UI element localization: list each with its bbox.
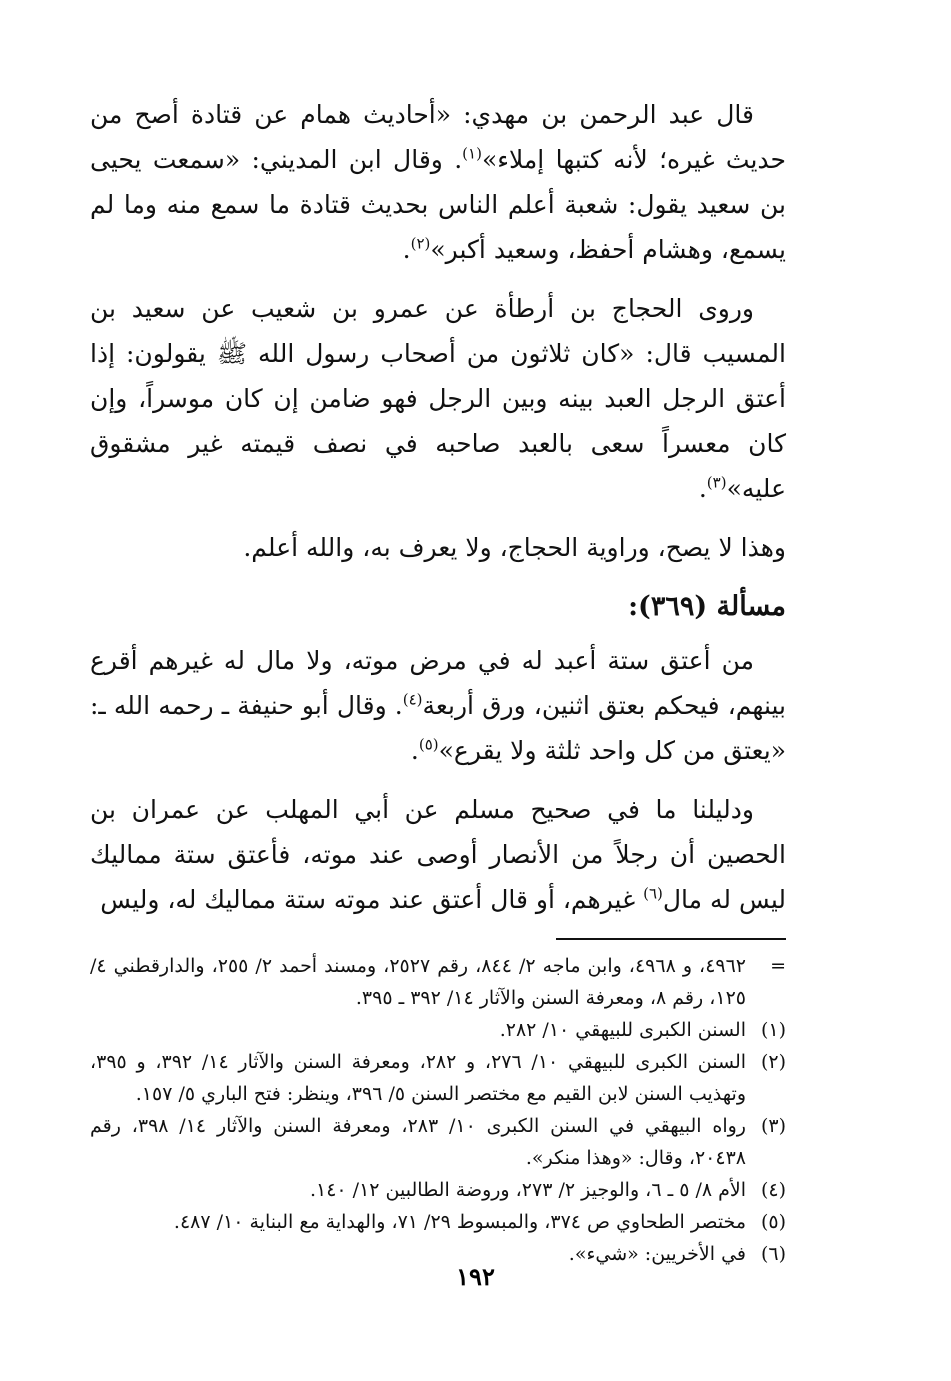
paragraph-text: قال عبد الرحمن بن مهدي: «أحاديث همام عن قتادة أصح من حديث غيره؛ لأنه كتبها إملاء» — [90, 100, 786, 174]
paragraph-text: وهذا لا يصح، وراوية الحجاج، ولا يعرف به، والله أعلم. — [243, 533, 786, 562]
footnotes — [90, 950, 786, 1270]
page-number: ١٩٢ — [456, 1262, 495, 1291]
footnote-number: = — [770, 955, 786, 977]
paragraph-text: . — [410, 736, 419, 765]
footnote-text: رواه البيهقي في السنن الكبرى ١٠/ ٢٨٣، ومعرفة السنن والآثار ١٤/ ٣٩٨، رقم ٢٠٤٣٨، وقال: «وهذا منكر». — [90, 1115, 746, 1169]
bottom-paragraphs — [90, 638, 786, 922]
paragraph-text: من أعتق ستة أعبد له في مرض موته، ولا مال له غيرهم أقرع بينهم، فيحكم بعتق اثنين، ورق أربعة — [90, 646, 786, 720]
top-paragraphs — [90, 92, 786, 570]
footnote — [90, 1174, 786, 1206]
paragraph — [90, 286, 786, 511]
footnote-text: مختصر الطحاوي ص ٣٧٤، والمبسوط ٢٩/ ٧١، والهداية مع البناية ١٠/ ٤٨٧. — [173, 1211, 746, 1233]
footnote — [90, 1206, 786, 1238]
paragraph-text: غيرهم، أو قال أعتق عند موته ستة مماليك له، وليس — [100, 885, 644, 914]
paragraph — [90, 638, 786, 773]
footnote-number: (٦) — [760, 1243, 786, 1265]
footnote-marker: (٢) — [410, 234, 431, 253]
paragraph-text: . وقال أبو حنيفة ـ رحمه الله ـ: «يعتق من كل واحد ثلثة ولا يقرع» — [90, 691, 786, 765]
paragraph — [90, 525, 786, 570]
footnote-marker: (٥) — [418, 735, 439, 754]
paragraph — [90, 787, 786, 922]
footnote-text: السنن الكبرى للبيهقي ١٠/ ٢٨٢. — [499, 1019, 746, 1041]
paragraph-text: . — [402, 235, 411, 264]
footnote-separator — [556, 938, 786, 940]
footnote — [90, 1014, 786, 1046]
paragraph-text: وروى الحجاج بن أرطأة عن عمرو بن شعيب عن سعيد بن المسيب قال: «كان ثلاثون من أصحاب رسول الله ﷺ يقولون: إذا أعتق الرجل العبد بينه وبين الرجل فهو ضامن إن كان موسراً، وإن كان معسراً سعى بالعبد صاحبه في نصف قيمته غير مشقوق عليه» — [90, 294, 786, 503]
footnote — [90, 1046, 786, 1110]
footnote-marker: (١) — [462, 144, 482, 163]
footnote-number: (٣) — [760, 1115, 786, 1137]
issue-heading: مسألة (٣٦٩): — [628, 591, 786, 622]
footnote-number: (٤) — [760, 1179, 786, 1201]
footnote-text: السنن الكبرى للبيهقي ١٠/ ٢٧٦، و ٢٨٢، ومعرفة السنن والآثار ١٤/ ٣٩٢، و ٣٩٥، وتهذيب السنن لابن القيم مع مختصر السنن ٥/ ٣٩٦، وينظر: فتح الباري ٥/ ١٥٧. — [90, 1051, 747, 1105]
footnote-marker: (٦) — [643, 884, 663, 903]
footnote-text: الأم ٨/ ٥ ـ ٦، والوجيز ٢/ ٢٧٣، وروضة الطالبين ١٢/ ١٤٠. — [309, 1179, 746, 1201]
paragraph — [90, 92, 786, 272]
footnote-text: ٤٩٦٢، و ٤٩٦٨، وابن ماجه ٢/ ٨٤٤، رقم ٢٥٢٧، ومسند أحمد ٢/ ٢٥٥، والدارقطني ٤/ ١٢٥، رقم ٨، ومعرفة السنن والآثار ١٤/ ٣٩٢ ـ ٣٩٥. — [90, 955, 747, 1009]
footnote-number: (١) — [760, 1019, 786, 1041]
page-body — [90, 92, 786, 1270]
paragraph-text: ودليلنا ما في صحيح مسلم عن أبي المهلب عن عمران بن الحصين أن رجلاً من الأنصار أوصى عند موته، فأعتق ستة مماليك ليس له مال — [90, 795, 786, 914]
footnote-marker: (٤) — [402, 690, 423, 709]
footnote-number: (٥) — [760, 1211, 786, 1233]
paragraph-text: . — [698, 474, 707, 503]
footnote-marker: (٣) — [706, 473, 727, 492]
footnote — [90, 1110, 786, 1174]
footnote — [90, 950, 786, 1014]
footnote-number: (٢) — [760, 1051, 786, 1073]
paragraph-text: . وقال ابن المديني: «سمعت يحيى بن سعيد يقول: شعبة أعلم الناس بحديث قتادة ما سمع منه وما لم يسمع، وهشام أحفظ، وسعيد أكبر» — [90, 145, 786, 264]
footnote-text: في الأخريين: «شيء». — [568, 1243, 746, 1265]
